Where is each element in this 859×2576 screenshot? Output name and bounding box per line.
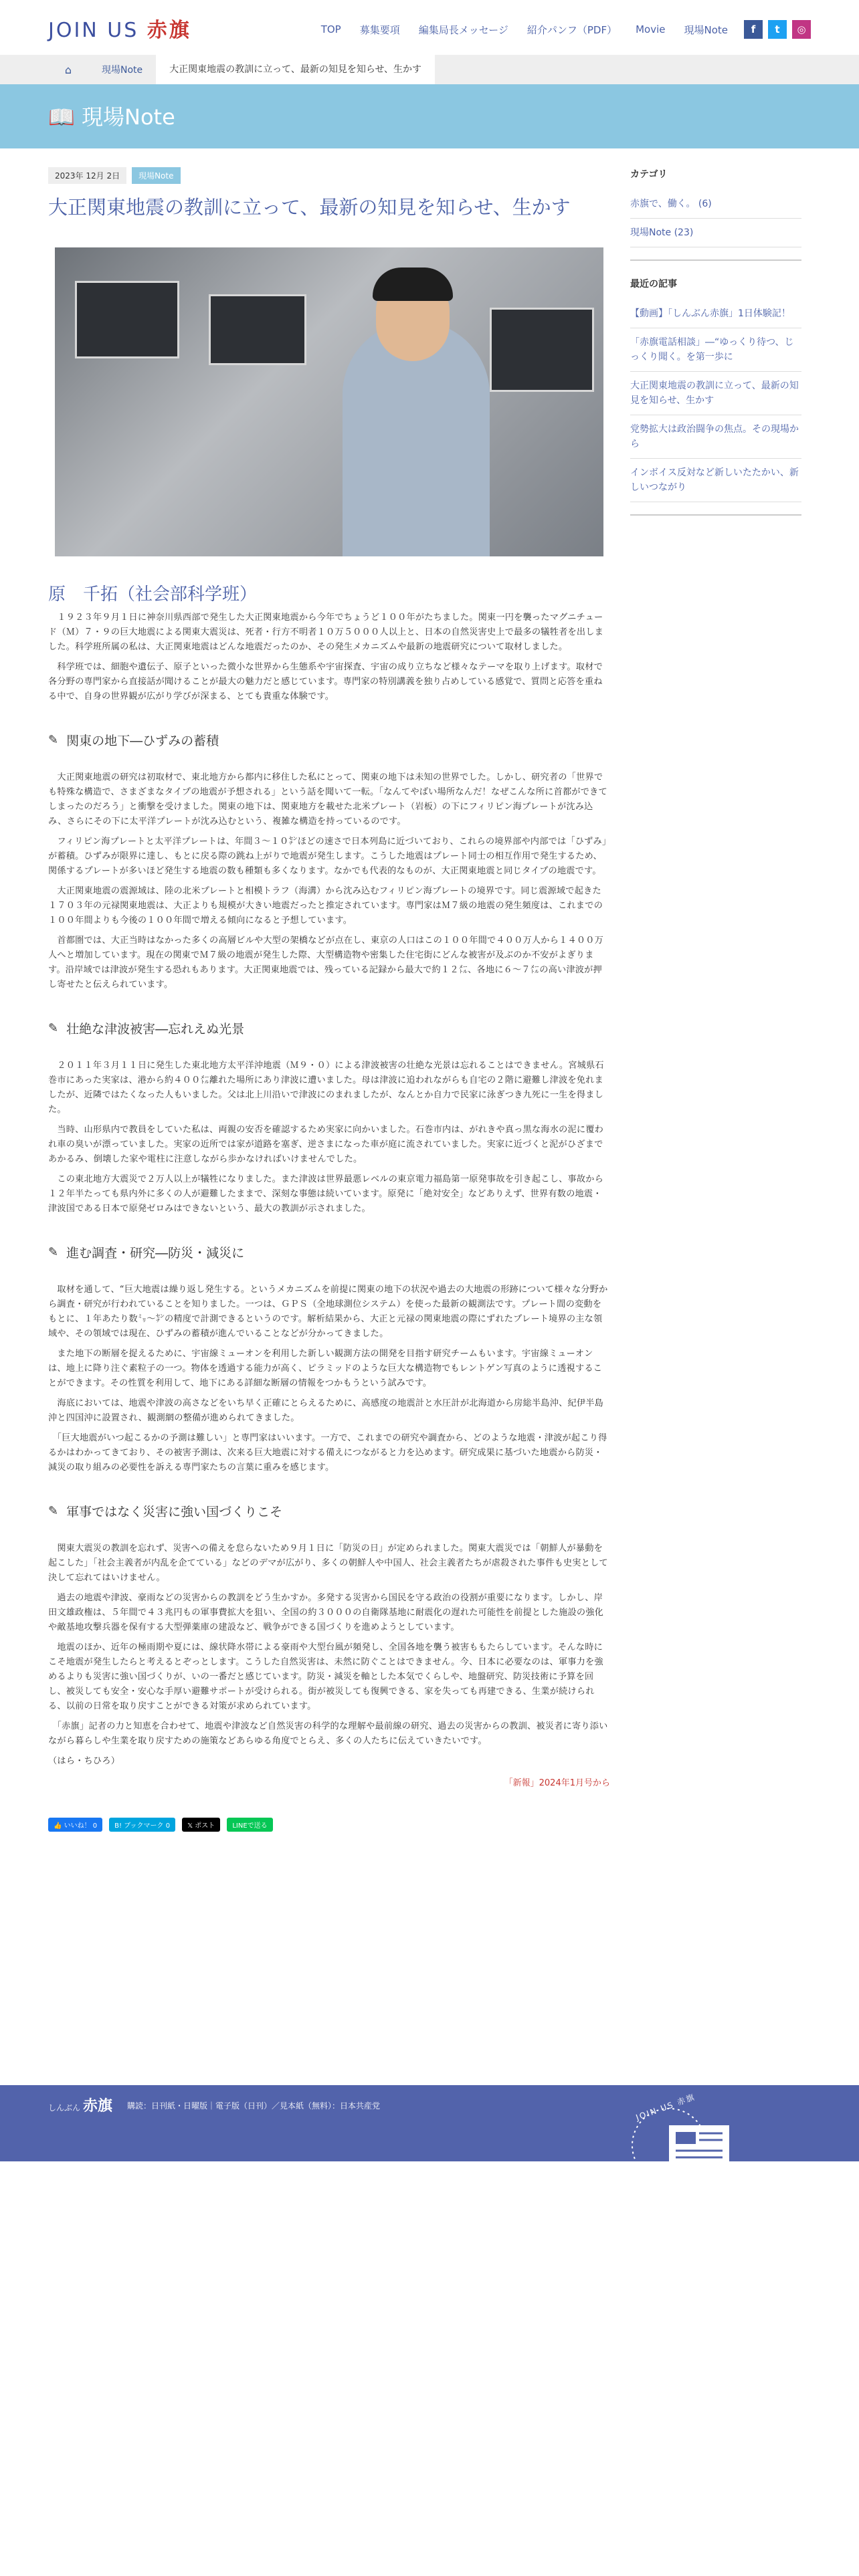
section-heading-3 (48, 1243, 610, 1261)
nav-pamphlet[interactable]: 紹介パンフ（PDF） (527, 23, 617, 36)
logo-akahata-text: 赤旗 (147, 19, 191, 42)
logo-join-text: JOIN US (48, 19, 139, 42)
section-2-paragraph: この東北地方大震災で２万人以上が犠牲になりました。また津波は世界最悪レベルの東京電力福島第一原発事故を引き起こし、事故から１２年半たっても県内外に多くの人が避難したままで、深刻な事態は続いています。原発に「絶対安全」などありえず、世界有数の地震・津波国である日本で原発ゼロみはできないという、最大の教訓が示されました。 (48, 1174, 604, 1214)
instagram-icon[interactable]: ◎ (792, 20, 811, 39)
page-hero (0, 84, 859, 148)
sidebar-recent-title: 最近の記事 (630, 279, 677, 290)
pencil-icon: ✎ (48, 733, 59, 748)
join-us-badge (629, 2092, 749, 2165)
section-3-paragraph: また地下の断層を捉えるために、宇宙線ミューオンを利用した新しい観測方法の開発を目指す研究チームもいます。宇宙線ミューオンは、地上に降り注ぐ素粒子の一つ。物体を透過する能力が高く、ピラミッドのような巨大な構造物でもレントゲン写真のように透視することができます。その性質を利用して、地下にある詳細な断層の情報をつかもうという試みです。 (48, 1349, 603, 1389)
nav-top[interactable]: TOP (320, 23, 341, 35)
sidebar-category-link[interactable]: 赤旗で、働く。 (6) (630, 190, 801, 219)
section-heading-text: 壮絶な津波被害―忘れえぬ光景 (66, 1022, 245, 1037)
section-3-paragraph: 取材を通して、“巨大地震は繰り返し発生する。というメカニズムを前提に関東の地下の状況や過去の大地震の形跡について様々な分野から調査・研究が行われていることを知りました。一つは、ＧＰＳ（全地球測位システム）を使った最新の観測法です。プレート間の変動をもとに、１年あたり数㍉〜㌢の精度で計測できるというのです。解析結果から、大正と元禄の関東地震の際にずれたプレート境界の主な領域や、その領域では現在、ひずみの蓄積が進んでいることなどが分かってきました。 (48, 1285, 608, 1339)
section-heading-text: 関東の地下―ひずみの蓄積 (66, 734, 219, 749)
page-title (48, 100, 175, 131)
book-icon: 📖 (48, 104, 82, 130)
pencil-icon: ✎ (48, 1245, 59, 1260)
article-date: 2023年 12月 2日 (48, 167, 126, 184)
site-logo[interactable] (48, 13, 191, 43)
facebook-like-button[interactable]: 👍 いいね！ 0 (48, 1818, 102, 1832)
section-heading-text: 進む調査・研究―防災・減災に (66, 1246, 245, 1261)
section-1-paragraph: 大正関東地震の震源域は、陸の北米プレートと相模トラフ（海溝）から沈み込むフィリピン海プレートの境界です。同じ震源域で起きた１７０３年の元禄関東地震は、大正よりも規模が大きい地震だったと推定されています。専門家はＭ７級の地震の発生頻度は、これまでの１００年間よりも今後の１００年間で増える傾向になると予想しています。 (48, 886, 603, 926)
share-buttons (48, 1818, 610, 1832)
source-note: 「新報」2024年1月号から (504, 1778, 610, 1789)
page-title-text: 現場Note (82, 104, 175, 130)
intro-paragraph-2: 科学班では、細胞や遺伝子、原子といった微小な世界から生態系や宇宙探査、宇宙の成り立ちなど様々なテーマを取り上げます。取材で各分野の専門家から直接話が聞けることが最大の魅力だと感じています。専門家の特別講義を独り占めしている感覚で、質問と応答を重ねる中で、自身の世界観が広がり学びが深まる、とても貴重な体験です。 (48, 662, 603, 702)
pencil-icon: ✎ (48, 1504, 59, 1519)
sidebar-recent (630, 277, 801, 516)
breadcrumb-current: 大正関東地震の教訓に立って、最新の知見を知らせ、生かす (156, 55, 435, 84)
section-3-paragraph: 海底においては、地震や津波の高さなどをいち早く正確にとらえるために、高感度の地震計と水圧計が北海道から房総半島沖、紀伊半島沖と四国沖に設置され、観測網の整備が進められてきました。 (48, 1398, 604, 1424)
site-header (0, 0, 859, 55)
sidebar-category-link[interactable]: 現場Note (23) (630, 219, 801, 247)
recent-post-link[interactable]: 党勢拡大は政治闘争の焦点。その現場から (630, 415, 801, 459)
line-share-button[interactable]: LINEで送る (227, 1818, 272, 1832)
category-badge[interactable]: 現場Note (132, 167, 180, 184)
section-heading-1 (48, 731, 610, 749)
section-4-paragraph: 関東大震災の教訓を忘れず、災害への備えを怠らないため９月１日に「防災の日」が定められました。関東大震災では「朝鮮人が暴動を起こした」「社会主義者が内乱を企てている」などのデマが広がり、多くの朝鮮人や中国人、社会主義者たちが虐殺された事件も史実として決して忘れてはいけません。 (48, 1543, 608, 1584)
article-byline: 原 千拓（社会部科学班） (48, 584, 258, 605)
x-post-button[interactable]: 𝕏 ポスト (182, 1818, 220, 1832)
hatena-bookmark-button[interactable]: B! ブックマーク 0 (109, 1818, 175, 1832)
sidebar (630, 167, 801, 532)
section-4-paragraph: 「赤旗」記者の力と知恵を合わせて、地震や津波など自然災害の科学的な理解や最前線の研究、過去の災害からの教訓、被災者に寄り添いながら暮らしや生業を取り戻すための施策などあらゆる角度でとらえ、多くの人たちに伝えていきたいです。 (48, 1721, 608, 1747)
footer-links[interactable]: 購読：日刊紙・日曜版｜電子版（日刊）／見本紙（無料）：日本共産党 (127, 2101, 381, 2111)
section-4-paragraph: 過去の地震や津波、豪雨などの災害からの教訓をどう生かすか。多発する災害から国民を守る政治の役割が重要になります。しかし、岸田文雄政権は、５年間で４３兆円もの軍事費拡大を狙い、全国の約３０００の自衛隊基地に耐震化の遅れた可能性を前提とした施設の強化や敵基地攻撃兵器を保有する大型弾薬庫の建設など、戦争ができる国づくりを進めようとしています。 (48, 1593, 604, 1633)
breadcrumb-genba-note[interactable]: 現場Note (102, 65, 143, 76)
recent-post-link[interactable]: 「赤旗電話相談」―“ゆっくり待つ、じっくり聞く。を第一歩に (630, 328, 801, 372)
facebook-icon[interactable]: f (744, 20, 763, 39)
footer-logo-text: 赤旗 (83, 2098, 113, 2115)
section-heading-4 (48, 1502, 610, 1520)
article-title: 大正関東地震の教訓に立って、最新の知見を知らせ、生かす (48, 196, 571, 219)
intro-paragraph-1: １９２３年９月１日に神奈川県西部で発生した大正関東地震から今年でちょうど１００年がたちました。関東一円を襲ったマグニチュード（Ｍ）７・９の巨大地震による関東大震災は、死者・行方不明者１０万５０００人以上と、日本の自然災害史上で最多の犠牲者を出しました。科学班所属の私は、大正関東地震はどんな地震だったのか、その発生メカニズムや最新の地震研究について取材しました。 (48, 613, 604, 653)
section-1-paragraph: 首都圏では、大正当時はなかった多くの高層ビルや大型の架橋などが点在し、東京の人口はこの１００年間で４００万人から１４００万人へと増加しています。現在の関東でＭ７級の地震が発生した際、大型構造物や密集した住宅街にどんな被害が及ぶのか不安がよぎります。沿岸域では津波が発生する恐れもあります。大正関東地震では、残っている記録から最大で約１２㍍、各地に６〜７㍍の高い津波が押し寄せたと伝えられています。 (48, 936, 604, 990)
section-1-paragraph: 大正関東地震の研究は初取材で、東北地方から都内に移住した私にとって、関東の地下は未知の世界でした。しかし、研究者の「世界でも特殊な構造で、さまざまなタイプの地震が予想される」という話を聞いて一転。「なんてやばい場所なんだ！なぜこんな所に首都ができてしまったのだろう」と衝撃を受けました。関東の地下は、関東地方を載せた北米プレート（岩板）の下にフィリピン海プレートが沈み込み、さらにその下に太平洋プレートが沈み込むという、複雑な構造を持っているのです。 (48, 772, 607, 827)
recent-post-link[interactable]: 【動画】「しんぶん赤旗」1日体験記！ (630, 300, 801, 328)
section-heading-text: 軍事ではなく災害に強い国づくりこそ (66, 1505, 283, 1520)
section-3-paragraph: 「巨大地震がいつ起こるかの予測は難しい」と専門家はいいます。一方で、これまでの研究や調査から、どのような地震・津波が起こり得るかはわかってきており、その被害予測は、次来る巨大地震に対する備えにつながると力を込めます。研究成果に基づいた地震から防災・減災の取り組みの必要性を訴える専門家たちの言葉に重みを感じます。 (48, 1433, 607, 1473)
article-meta (48, 167, 610, 184)
section-heading-2 (48, 1019, 610, 1037)
pencil-icon: ✎ (48, 1021, 59, 1036)
signoff: （はら・ちひろ） (48, 1756, 120, 1767)
twitter-icon[interactable]: t (768, 20, 787, 39)
nav-genba-note[interactable]: 現場Note (684, 23, 728, 36)
section-4-paragraph: 地震のほか、近年の極雨期や夏には、線状降水帯による豪雨や大型台風が頻発し、全国各地を襲う被害ももたらしています。そんな時にこそ地震が発生したらと考えるとぞっとします。こうした自然災害は、未然に防ぐことはできません。今、日本に必要なのは、軍事力を強めるよりも災害に強い国づくりが、いの一番だと感じています。防災・減災を軸とした本気でくらしや、地盤研究、防災技術に予算を回し、被災しても安全・安心な手厚い避難サポートが受けられる。街が被災しても復興できる、家を失っても再建できる、生業が続けられる、以前の日常を取り戻すことができる対策が求められています。 (48, 1642, 603, 1712)
footer-logo[interactable] (48, 2095, 112, 2115)
nav-recruit[interactable]: 募集要項 (359, 23, 400, 36)
article (48, 167, 610, 1832)
sidebar-categories-title: カテゴリ (630, 169, 668, 180)
site-footer (0, 2085, 859, 2161)
breadcrumb (0, 55, 859, 84)
recent-post-link[interactable]: インボイス反対など新しいたたかい、新しいつながり (630, 459, 801, 502)
sidebar-categories (630, 167, 801, 261)
section-2-paragraph: 当時、山形県内で教員をしていた私は、両親の安否を確認するため実家に向かいました。石巻市内は、がれきや真っ黒な海水の泥に覆われ車の臭いが漂っていました。実家の近所では家が道路を塞ぎ、逆さまになった車が庭に流されていました。実家に近づくと泥がひざまであかるみ、倒壊した家や電柱に注意しながら歩かなければいけませんでした。 (48, 1125, 604, 1165)
footer-logo-small: しんぶん (48, 2103, 81, 2113)
home-icon[interactable]: ⌂ (64, 63, 72, 76)
article-photo (55, 247, 603, 556)
section-2-paragraph: ２０１１年３月１１日に発生した東北地方太平洋沖地震（Ｍ９・０）による津波被害の壮絶な光景は忘れることはできません。宮城県石巻市にあった実家は、港から約４００㍍離れた場所にあり津波に遭いました。母は津波に追われながらも自宅の２階に避難し津波を免れましたが、近隣ではたくなった人もいました。父は北上川沿いで津波にのまれましたが、なんとか自力で民家に泳ぎつき九死に一生を得ました。 (48, 1061, 604, 1115)
nav-movie[interactable]: Movie (636, 23, 666, 35)
section-1-paragraph: フィリピン海プレートと太平洋プレートは、年間３〜１０㌢ほどの速さで日本列島に近づいており、これらの境界部や内部では「ひずみ」が蓄積。ひずみが限界に達し、もとに戻る際の跳ね上がりで地震が発生します。こうした地震はプレート同士の相互作用で発生するため、関係するプレートが多いほど発生する地震の数も種類も多くなります。なかでも代表的なものが、大正関東地震と同じタイプの地震です。 (48, 837, 607, 877)
recent-post-link[interactable]: 大正関東地震の教訓に立って、最新の知見を知らせ、生かす (630, 372, 801, 415)
nav-message[interactable]: 編集局長メッセージ (418, 23, 508, 36)
global-nav (302, 20, 811, 39)
join-us-badge-text: JOIN US 赤旗 (634, 2092, 697, 2123)
